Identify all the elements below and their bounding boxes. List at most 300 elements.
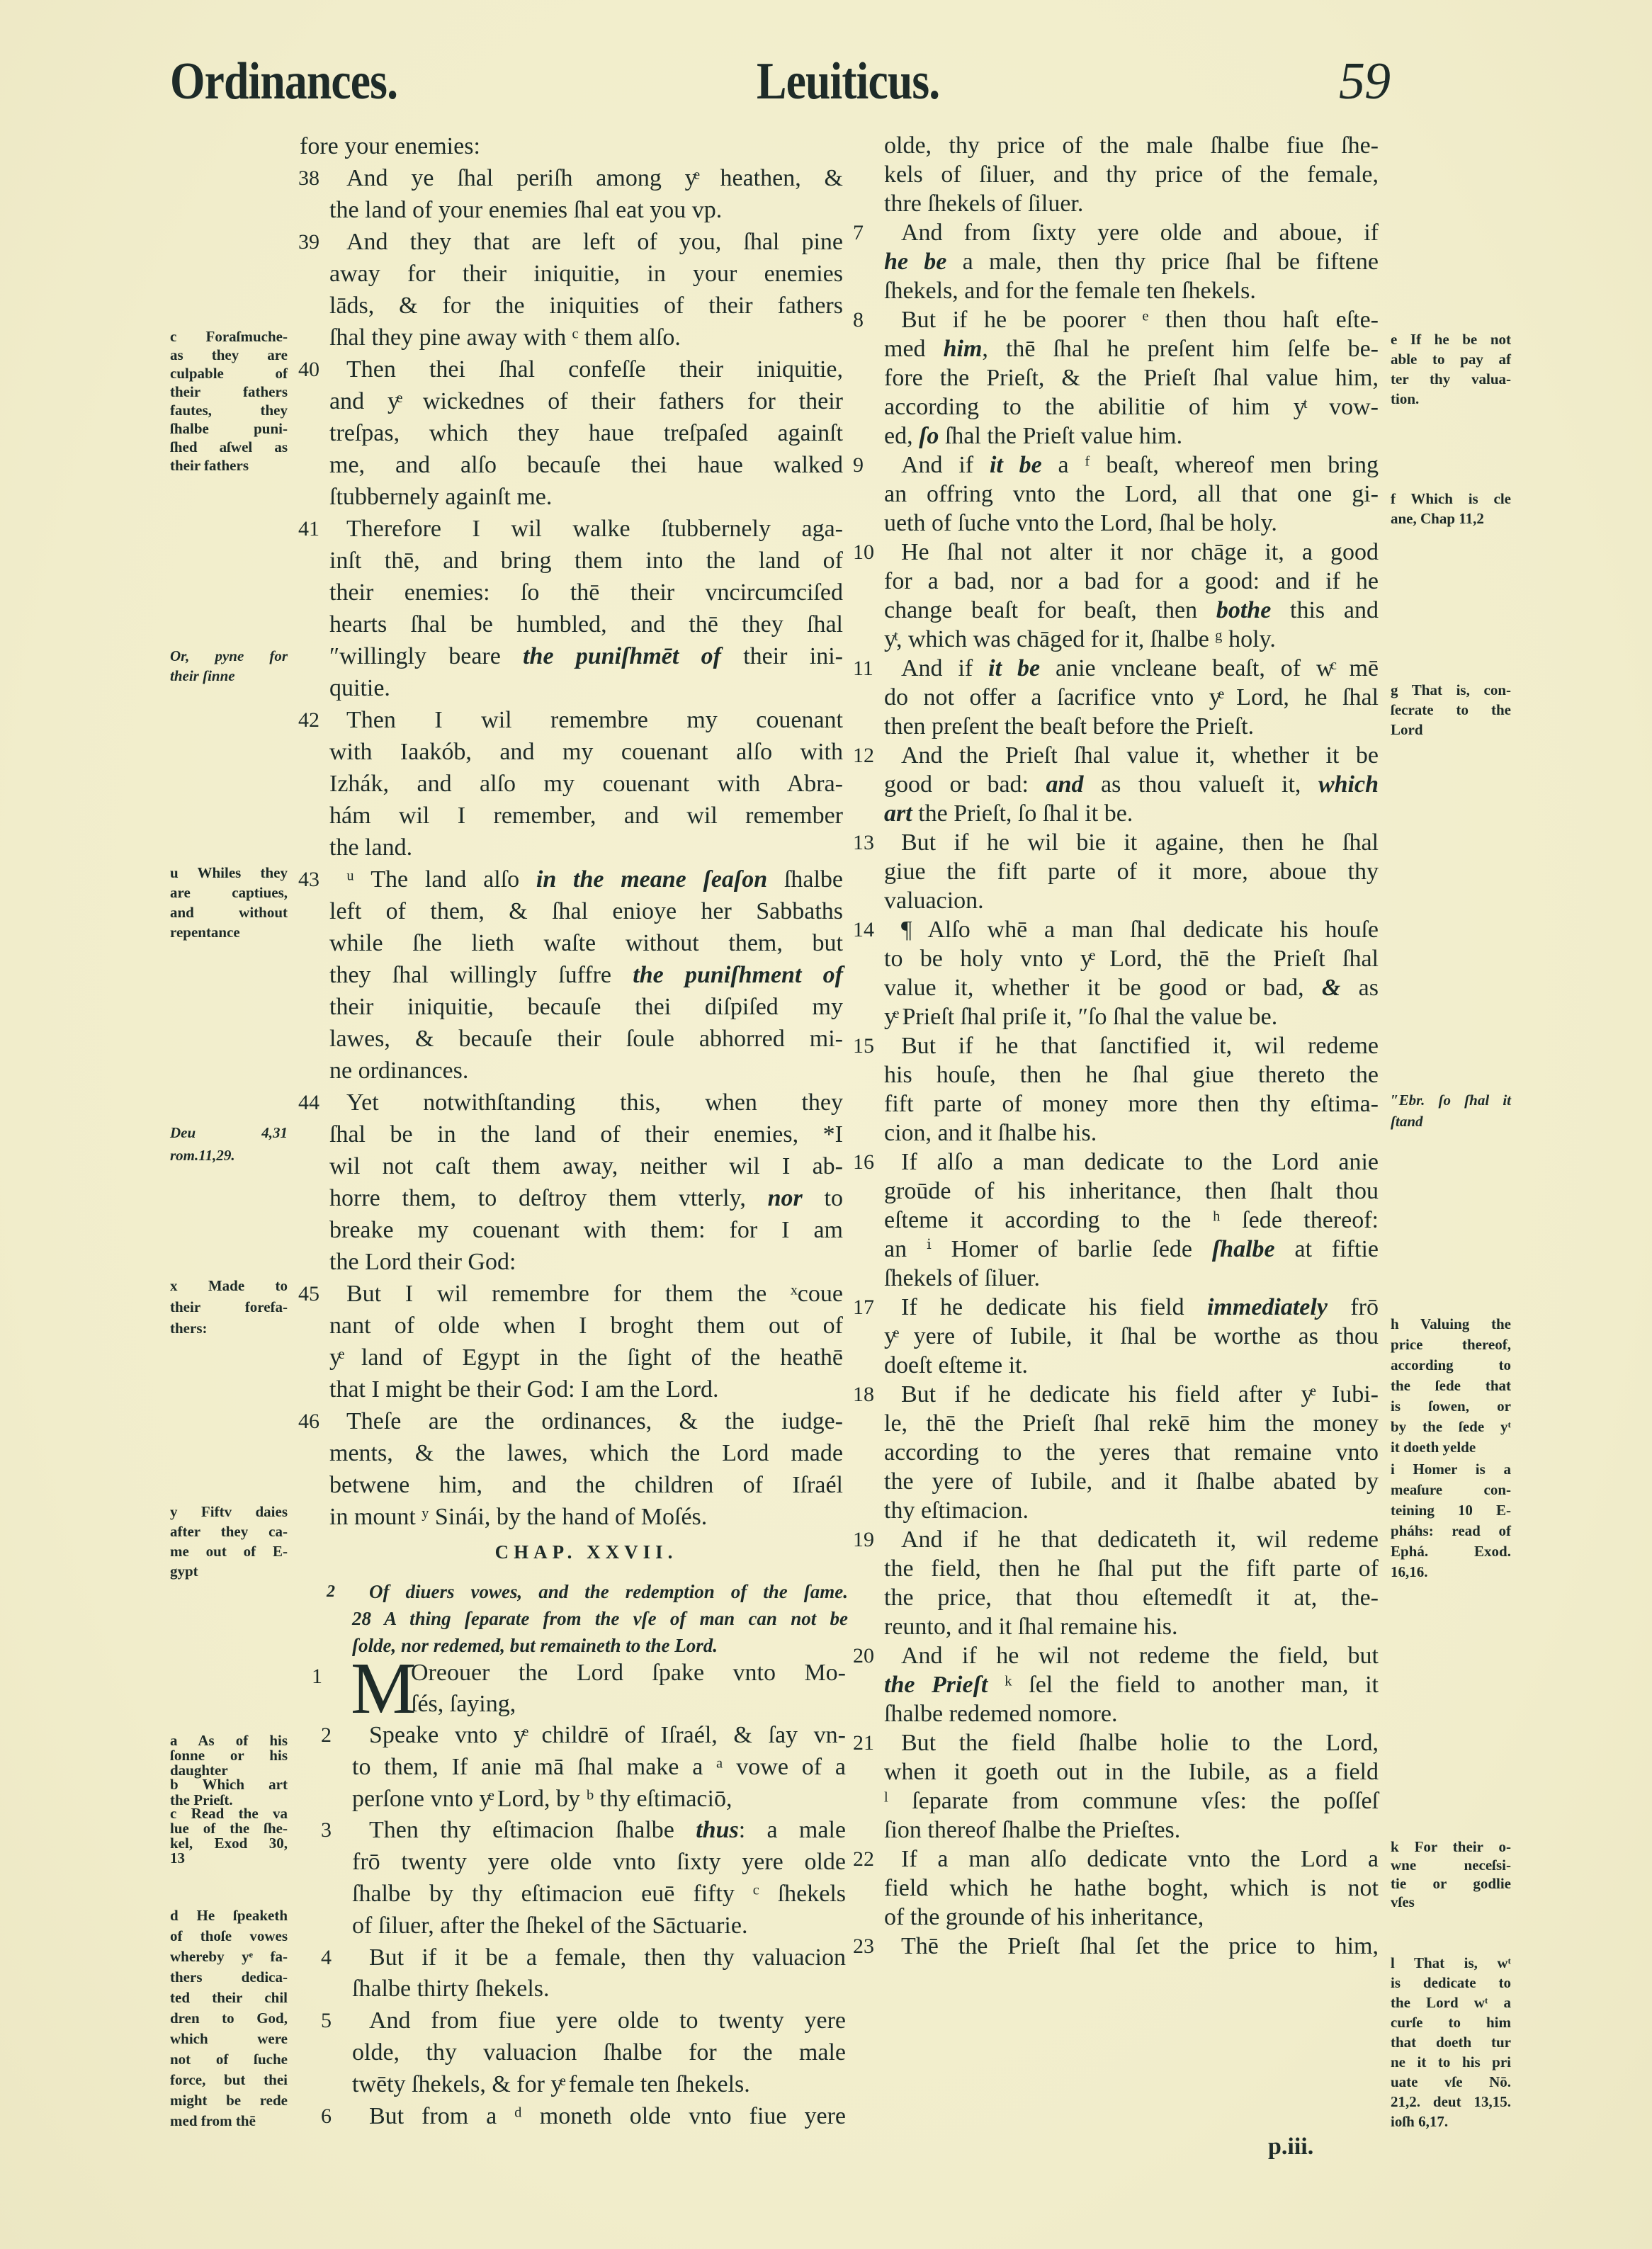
text-line: [329, 449, 843, 481]
note-line: price thereof,: [1391, 1336, 1511, 1353]
italic-text: in the meane ſeaſon: [536, 866, 768, 893]
italic-text: it be: [989, 452, 1042, 478]
text-segment: while ſhe lieth waſte without them, but: [329, 930, 843, 956]
margin-note: [170, 1733, 288, 1778]
note-line: thers:: [170, 1320, 208, 1337]
text-line: [884, 334, 1379, 363]
note-line: ioſh 6,17.: [1391, 2113, 1449, 2130]
text-line: [884, 1264, 1379, 1293]
text-segment: And if he that dedicateth it, wil redeme: [901, 1526, 1379, 1553]
italic-text: art: [884, 800, 912, 827]
note-line: their forefa-: [170, 1298, 288, 1315]
text-line: [327, 1578, 848, 1605]
text-segment: ᵏ ſel the field to another man, it: [988, 1672, 1379, 1698]
note-line: it doeth yelde: [1391, 1439, 1476, 1456]
text-line: [884, 625, 1379, 654]
text-segment: thy eſtimacion.: [884, 1497, 1029, 1524]
verse-number: 23: [853, 1934, 874, 1958]
text-segment: And from fiue yere olde to twenty yere: [369, 2007, 846, 2034]
text-segment: He ſhal not alter it nor chāge it, a good: [901, 539, 1379, 565]
text-segment: thre ſhekels of ſiluer.: [884, 191, 1084, 217]
text-line: [853, 741, 1379, 770]
note-line: after they ca-: [170, 1523, 288, 1540]
text-segment: field which he hathe boght, which is not: [884, 1875, 1379, 1901]
text-segment: And if: [901, 655, 989, 681]
text-line: [853, 654, 1379, 683]
text-segment: ſhekels of ſiluer.: [884, 1265, 1041, 1291]
text-line: [329, 258, 843, 290]
text-line: [884, 1903, 1379, 1932]
text-segment: frō: [1327, 1294, 1379, 1320]
verse-number: 9: [853, 453, 864, 477]
note-line: ſtand: [1391, 1113, 1423, 1130]
text-line: Oreouer the Lord ſpake vnto Mo-: [411, 1660, 846, 1686]
verse-1-drop-cap-block: [312, 1648, 850, 1729]
italic-text: him: [943, 336, 983, 362]
note-line: wne neceſsi-: [1391, 1857, 1511, 1874]
text-line: [853, 1728, 1379, 1757]
text-segment: ſhalbe by thy eſtimacion euē fifty ᶜ ſhekels: [352, 1880, 846, 1907]
note-line: 21,2. deut 13,15.: [1391, 2093, 1511, 2110]
note-line: fautes, they: [170, 402, 288, 419]
note-line: pháhs: read of: [1391, 1522, 1511, 1539]
text-line: [884, 944, 1379, 973]
note-line: vſes: [1391, 1893, 1415, 1910]
note-line: Deu 4,31: [170, 1124, 288, 1141]
text-line: [884, 596, 1379, 625]
verse-number: 38: [298, 166, 319, 190]
verse-number: 43: [298, 868, 319, 891]
text-line: [329, 1246, 843, 1278]
text-segment: fore your enemies:: [300, 133, 480, 159]
text-segment: ″willingly beare: [329, 643, 524, 669]
running-head-left: Ordinances.: [170, 52, 398, 111]
text-segment: the price, that thou eſtemedſt it at, the-: [884, 1585, 1379, 1611]
text-line: [853, 1380, 1379, 1409]
note-line: teining 10 E-: [1391, 1502, 1511, 1519]
text-line: [329, 1182, 843, 1214]
text-line: [298, 353, 843, 385]
text-segment: lawes, & becauſe their ſoule abhorred mi-: [329, 1026, 843, 1052]
text-line: [352, 1910, 846, 1942]
text-line: [329, 608, 843, 640]
text-line: [329, 927, 843, 959]
text-line: [298, 1278, 843, 1310]
text-line: [300, 130, 843, 162]
text-segment: But the field ſhalbe holie to the Lord,: [901, 1730, 1379, 1756]
text-segment: a male, then thy price ſhal be fiftene: [946, 249, 1379, 275]
italic-text: the puniſhment of: [633, 962, 843, 988]
margin-note: [170, 646, 288, 686]
text-line: [329, 1310, 843, 1342]
note-line: and without: [170, 904, 288, 921]
text-line: [884, 683, 1379, 712]
italic-text: which: [1318, 771, 1379, 798]
note-line: ane, Chap 11,2: [1391, 510, 1484, 527]
text-line: ſés, ſaying,: [411, 1691, 516, 1717]
text-segment: : a male: [738, 1817, 846, 1844]
text-segment: twēty ſhekels, & for yͤ female ten ſhekels.: [352, 2070, 750, 2097]
text-line: [884, 1786, 1379, 1815]
text-segment: as: [1340, 975, 1379, 1001]
note-line: not of ſuche: [170, 2051, 288, 2068]
verse-number: 22: [853, 1847, 874, 1871]
text-segment: ſhal be in the land of their enemies, *I: [329, 1121, 843, 1148]
text-segment: But if he dedicate his field after yͤ Iubi-: [901, 1381, 1379, 1407]
text-segment: ᵘ The land alſo: [346, 866, 536, 893]
text-segment: ne ordinances.: [329, 1058, 469, 1084]
text-line: [884, 392, 1379, 421]
verse-number: 40: [298, 358, 319, 381]
margin-note: [1391, 1459, 1511, 1582]
verse-number: 15: [853, 1034, 874, 1058]
text-segment: the field, then he ſhal put the fift parte of: [884, 1556, 1379, 1582]
text-line: [884, 1322, 1379, 1351]
text-line: [884, 1351, 1379, 1380]
text-segment: treſpas, which they haue treſpaſed againſt: [329, 420, 843, 446]
verse-number: 39: [298, 230, 319, 254]
italic-text: the puniſhmēt of: [523, 643, 721, 669]
text-segment: ˡ ſeparate from commune vſes: the poſſeſ: [884, 1788, 1379, 1814]
signature-mark: p.iii.: [1268, 2134, 1314, 2160]
note-line: might be rede: [170, 2092, 288, 2109]
text-segment: cion, and it ſhalbe his.: [884, 1120, 1097, 1146]
text-segment: the land.: [329, 834, 413, 861]
text-line: [853, 305, 1379, 334]
margin-note: [1391, 1837, 1511, 1911]
text-line: [329, 1118, 843, 1150]
text-segment: an offring vnto the Lord, all that one gi-: [884, 481, 1379, 507]
text-line: [884, 1670, 1379, 1699]
text-line: [884, 770, 1379, 799]
text-segment: ed,: [884, 423, 920, 449]
note-line: Ephá. Exod.: [1391, 1543, 1511, 1560]
note-line: is ſowen, or: [1391, 1398, 1511, 1415]
text-segment: med: [884, 336, 944, 362]
text-segment: yͤ yere of Iubile, it ſhal be worthe as thou: [884, 1323, 1379, 1349]
italic-text: he be: [884, 249, 947, 275]
text-line: [884, 857, 1379, 886]
text-line: [884, 363, 1379, 392]
text-line: [884, 1757, 1379, 1786]
verse-number: 11: [853, 657, 873, 680]
text-line: [329, 545, 843, 577]
text-line: [298, 226, 843, 258]
text-segment: ments, & the lawes, which the Lord made: [329, 1440, 843, 1466]
text-line: [884, 131, 1379, 160]
italic-text: nor: [767, 1185, 803, 1211]
text-segment: olde, thy price of the male ſhalbe fiue ſhe-: [884, 132, 1379, 159]
text-segment: hám wil I remember, and wil remember: [329, 803, 843, 829]
text-segment: this and: [1271, 597, 1379, 623]
note-line: the Prieſt.: [170, 1791, 233, 1808]
text-line: [352, 1879, 846, 1910]
text-line: [321, 2005, 846, 2037]
text-line: [884, 886, 1379, 915]
text-segment: ſhalbe thirty ſhekels.: [352, 1976, 550, 2002]
text-line: [884, 1815, 1379, 1845]
text-segment: lāds, & for the iniquities of their fathers: [329, 293, 843, 319]
verse-number: 17: [853, 1296, 874, 1319]
text-segment: then preſent the beaſt before the Prieſt.: [884, 713, 1255, 740]
text-line: [329, 290, 843, 322]
text-line: [329, 736, 843, 768]
text-segment: But I wil remembre for them the ˣcoue: [346, 1281, 843, 1307]
text-segment: quitie.: [329, 675, 390, 701]
note-line: med from thē: [170, 2112, 256, 2129]
text-segment: for a bad, nor a bad for a good: and if he: [884, 568, 1379, 594]
text-line: [352, 1973, 846, 2005]
text-line: [329, 832, 843, 863]
text-segment: Therefore I wil walke ſtubbernely aga-: [346, 516, 843, 542]
verse-number: 10: [853, 540, 874, 564]
text-line: [884, 276, 1379, 305]
text-segment: at fiftie: [1274, 1236, 1379, 1262]
text-line: [884, 1089, 1379, 1118]
text-line: [352, 1632, 848, 1659]
verse-number: 20: [853, 1644, 874, 1667]
text-segment: Theſe are the ordinances, & the iudge-: [346, 1408, 843, 1434]
margin-note: [170, 1275, 288, 1339]
text-segment: groūde of his inheritance, then ſhalt thou: [884, 1178, 1379, 1204]
text-line: [853, 218, 1379, 247]
text-segment: their ini-: [720, 643, 843, 669]
text-segment: 28 A thing ſeparate from the vſe of man can not be: [352, 1608, 848, 1629]
text-segment: with Iaakób, and my couenant alſo with: [329, 739, 843, 765]
text-segment: But if it be a female, then thy valuacion: [369, 1944, 846, 1971]
running-head-book: Leuiticus.: [757, 52, 940, 111]
text-line: [853, 1641, 1379, 1670]
note-line: of thoſe vowes: [170, 1927, 288, 1944]
note-line: ne it to his pri: [1391, 2053, 1511, 2070]
text-segment: And the Prieſt ſhal value it, whether it be: [901, 742, 1379, 769]
note-line: u Whiles they: [170, 864, 288, 881]
verse-number: 7: [853, 221, 864, 244]
text-line: [884, 712, 1379, 741]
note-line: ſhed aſwel as: [170, 438, 288, 455]
text-segment: the Lord their God:: [329, 1249, 516, 1275]
margin-note: [170, 1121, 288, 1167]
text-segment: Then thy eſtimacion ſhalbe: [369, 1817, 696, 1844]
text-line: [884, 1438, 1379, 1467]
text-line: [853, 1293, 1379, 1322]
text-line: [329, 1373, 843, 1405]
text-segment: their iniquitie, becauſe thei diſpiſed my: [329, 994, 843, 1020]
note-line: i Homer is a: [1391, 1461, 1511, 1478]
italic-text: &: [1321, 975, 1341, 1001]
verse-number: 6: [321, 2104, 332, 2128]
text-segment: me, and alſo becauſe thei haue walked: [329, 452, 843, 478]
text-segment: perſone vnto yͤ Lord, by ᵇ thy eſtimaciō,: [352, 1785, 732, 1812]
text-line: [329, 1023, 843, 1055]
note-line: tie or godlie: [1391, 1875, 1511, 1892]
text-line: [884, 1554, 1379, 1583]
text-line: [853, 1031, 1379, 1060]
note-line: tion.: [1391, 390, 1420, 407]
text-line: [884, 160, 1379, 189]
text-line: [329, 991, 843, 1023]
margin-note: [170, 1777, 288, 1808]
verse-number: 5: [321, 2009, 332, 2033]
text-line: [853, 915, 1379, 944]
note-line: x Made to: [170, 1277, 288, 1294]
text-segment: If he dedicate his field: [901, 1294, 1207, 1320]
note-line: the ſede that: [1391, 1377, 1511, 1394]
margin-note: [1391, 1953, 1511, 2131]
note-line: 13: [170, 1849, 185, 1866]
note-line: culpable of: [170, 365, 288, 382]
text-line: [853, 828, 1379, 857]
text-line: [298, 704, 843, 736]
text-line: [884, 973, 1379, 1002]
text-segment: as thou valueſt it,: [1083, 771, 1318, 798]
text-line: [321, 1720, 846, 1752]
text-segment: fore the Prieſt, & the Prieſt ſhal value him,: [884, 365, 1379, 391]
note-line: ſonne or his: [170, 1747, 288, 1764]
verse-number: 1: [312, 1665, 322, 1688]
note-line: d He ſpeaketh: [170, 1907, 288, 1924]
text-line: [853, 1845, 1379, 1874]
text-line: [329, 768, 843, 800]
text-line: [884, 567, 1379, 596]
text-segment: Then I wil remembre my couenant: [346, 707, 843, 733]
text-line: [884, 1699, 1379, 1728]
note-line: h Valuing the: [1391, 1315, 1511, 1332]
text-segment: Speake vnto yͤ childrē of Iſraél, & ſay vn-: [369, 1722, 846, 1748]
note-line: Or, pyne for: [170, 647, 288, 664]
italic-text: and: [1046, 771, 1084, 798]
text-line: [298, 1087, 843, 1118]
text-segment: their enemies: ſo thē their vncircumciſed: [329, 579, 843, 606]
note-line: by the ſede yͭ: [1391, 1418, 1511, 1435]
note-line: which were: [170, 2030, 288, 2047]
note-line: me out of E-: [170, 1543, 288, 1560]
text-segment: But if he that ſanctified it, wil redeme: [901, 1033, 1379, 1059]
verse-number: 4: [321, 1945, 332, 1969]
margin-note: [1391, 680, 1511, 740]
italic-text: the Prieſt: [884, 1672, 988, 1698]
verse-number: 2: [327, 1582, 335, 1601]
text-segment: ſhekels, and for the female ten ſhekels.: [884, 278, 1256, 304]
margin-note: [1391, 329, 1511, 409]
margin-note: [1391, 489, 1511, 528]
text-line: [298, 863, 843, 895]
text-line: [884, 1177, 1379, 1206]
note-line: y Fiftv daies: [170, 1503, 288, 1520]
text-line: [329, 1055, 843, 1087]
text-segment: Thē the Prieſt ſhal ſet the price to him,: [901, 1933, 1379, 1959]
text-segment: a ᶠ beaſt, whereof men bring: [1041, 452, 1379, 478]
text-line: [884, 1206, 1379, 1235]
italic-text: it be: [988, 655, 1041, 681]
right-column: [853, 131, 1379, 1961]
note-line: ″Ebr. ſo ſhal it: [1391, 1092, 1511, 1109]
verse-number: 8: [853, 308, 864, 332]
text-line: [321, 1942, 846, 1974]
text-segment: yͭ, which was chāged for it, ſhalbe ᵍ holy.: [884, 626, 1276, 652]
margin-note: [170, 327, 288, 475]
text-line: [352, 1752, 846, 1784]
text-line: [329, 577, 843, 608]
note-line: meaſure con-: [1391, 1481, 1511, 1498]
text-line: [853, 1932, 1379, 1961]
text-segment: away for their iniquitie, in your enemies: [329, 261, 843, 287]
note-line: the Lord wͭ a: [1391, 1994, 1511, 2011]
text-segment: to be holy vnto yͤ Lord, thē the Prieſt ſhal: [884, 946, 1379, 972]
chapter-heading: CHAP. XXVII.: [494, 1541, 678, 1563]
text-segment: giue the fift parte of it more, aboue thy: [884, 859, 1379, 885]
text-line: [329, 322, 843, 353]
text-segment: And if: [901, 452, 990, 478]
text-segment: le, thē the Prieſt ſhal rekē him the money: [884, 1410, 1379, 1437]
left-column-upper: [298, 130, 843, 1533]
italic-text: thus: [696, 1817, 739, 1844]
text-segment: change beaſt for beaſt, then: [884, 597, 1216, 623]
text-segment: the land of your enemies ſhal eat you vp.: [329, 197, 723, 223]
text-line: [329, 1501, 843, 1533]
text-segment: anie vncleane beaſt, of wͨ mē: [1040, 655, 1379, 681]
text-segment: an ⁱ Homer of barlie ſede: [884, 1236, 1212, 1262]
text-segment: wil not caſt them away, neither wil I ab-: [329, 1153, 843, 1179]
text-segment: horre them, to deſtroy them vtterly,: [329, 1185, 768, 1211]
text-segment: Izhák, and alſo my couenant with Abra-: [329, 771, 843, 797]
text-line: [884, 1496, 1379, 1525]
text-line: [884, 509, 1379, 538]
text-segment: But if he be poorer ᵉ then thou haſt eſte-: [901, 307, 1379, 333]
text-line: [321, 1815, 846, 1847]
text-segment: valuacion.: [884, 888, 984, 914]
text-segment: do not offer a ſacrifice vnto yͤ Lord, he ſhal: [884, 684, 1379, 710]
text-segment: his houſe, then he ſhal giue thereto the: [884, 1062, 1379, 1088]
note-line: ſhalbe puni-: [170, 420, 288, 437]
text-line: [884, 421, 1379, 451]
text-line: [329, 672, 843, 704]
note-line: curſe to him: [1391, 2014, 1511, 2031]
text-line: [298, 162, 843, 194]
text-segment: Of diuers vowes, and the redemption of the ſame.: [369, 1581, 848, 1602]
verse-number: 41: [298, 517, 319, 540]
text-line: [352, 1784, 846, 1815]
note-line: uate vſe Nō.: [1391, 2073, 1511, 2090]
text-line: [329, 1342, 843, 1373]
text-segment: value it, whether it be good or bad,: [884, 975, 1322, 1001]
note-line: ter thy valua-: [1391, 370, 1511, 387]
note-line: able to pay af: [1391, 351, 1511, 368]
margin-note: [170, 1806, 288, 1866]
text-segment: according to the abilitie of him yͭ vow-: [884, 394, 1379, 420]
verse-number: 44: [298, 1091, 319, 1114]
text-segment: nant of olde when I broght them out of: [329, 1313, 843, 1339]
text-line: [321, 2101, 846, 2133]
text-line: [329, 194, 843, 226]
text-segment: But if he wil bie it againe, then he ſhal: [901, 829, 1379, 856]
text-segment: Then thei ſhal confeſſe their iniquitie,: [346, 356, 843, 383]
italic-text: ſo: [919, 423, 939, 449]
note-line: their fathers: [170, 457, 249, 474]
note-line: is dedicate to: [1391, 1974, 1511, 1991]
text-line: [853, 1148, 1379, 1177]
verse-number: 14: [853, 918, 874, 941]
note-line: whereby yͤ fa-: [170, 1948, 288, 1965]
text-segment: of ſiluer, after the ſhekel of the Sāctuarie.: [352, 1912, 748, 1939]
text-segment: yͤ land of Egypt in the ſight of the heathē: [329, 1344, 843, 1371]
text-line: [329, 1214, 843, 1246]
verse-number: 16: [853, 1150, 874, 1174]
text-segment: And if he wil not redeme the field, but: [901, 1643, 1379, 1669]
text-line: [853, 538, 1379, 567]
text-segment: betwene him, and the children of Iſraél: [329, 1472, 843, 1498]
text-segment: olde, thy valuacion ſhalbe for the male: [352, 2039, 846, 2066]
